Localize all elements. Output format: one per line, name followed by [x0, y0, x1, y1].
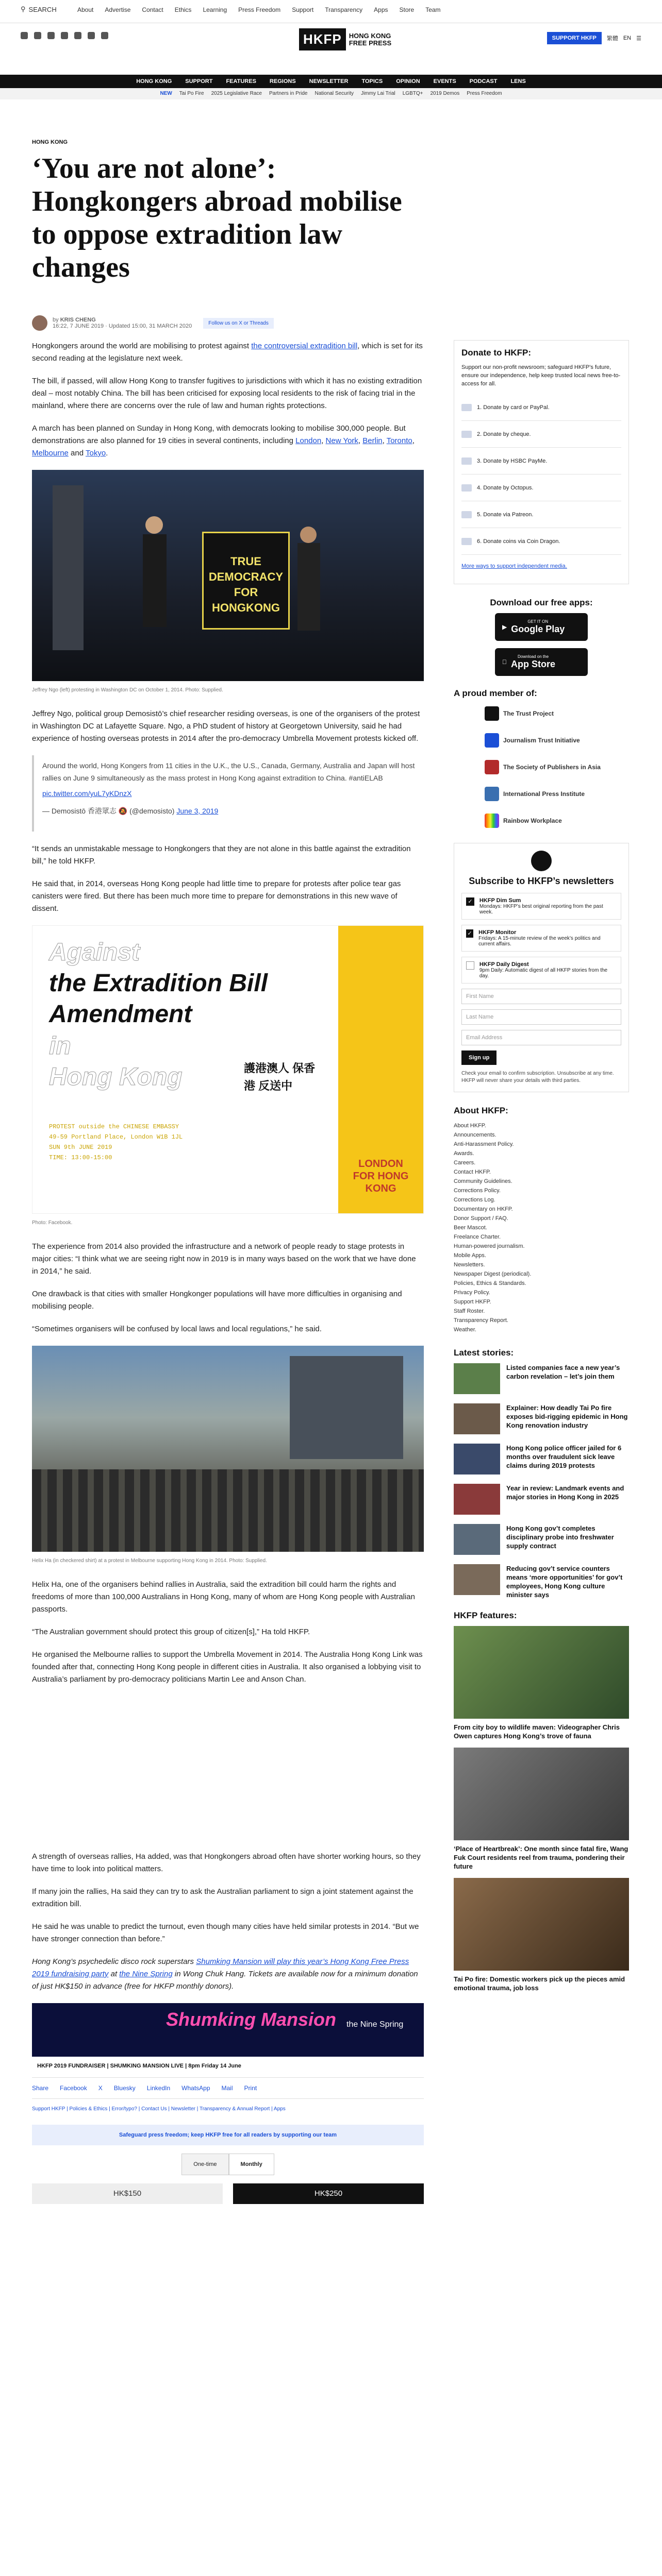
- about-link[interactable]: Newsletters.: [454, 1262, 485, 1268]
- members-title: A proud member of:: [454, 688, 537, 698]
- ipi-icon: [485, 787, 499, 801]
- nav-podcast[interactable]: PODCAST: [469, 78, 498, 84]
- embedded-tweet: [32, 755, 424, 832]
- util-link-learning[interactable]: Learning: [203, 6, 227, 13]
- features-title: HKFP features:: [454, 1611, 517, 1620]
- latest-story[interactable]: Explainer: How deadly Tai Po fire exposes bid-rigging epidemic in Hong Kong renovation industry: [454, 1403, 629, 1434]
- share-x[interactable]: X: [98, 2084, 103, 2092]
- donate-widget: [454, 340, 629, 584]
- venue-link[interactable]: the Nine Spring: [119, 1970, 173, 1978]
- support-hkfp-button[interactable]: SUPPORT HKFP: [547, 32, 602, 44]
- newsletter-option-monitor[interactable]: ✓ HKFP Monitor Fridays: A 15-minute review of the week’s politics and current affairs.: [461, 925, 621, 952]
- card-icon: [461, 404, 472, 411]
- threads-icon[interactable]: [61, 32, 68, 39]
- paragraph-10: Helix Ha, one of the organisers behind rallies in Australia, said the extradition bill could harm the rights and freedoms of more than 100,000 Australians in Hong Kong, many of whom are Hong Kong people with Australian passports.: [32, 1580, 415, 1614]
- protest-sign: TRUE DEMOCRACY FOR HONGKONG: [202, 532, 290, 630]
- instagram-icon[interactable]: [47, 32, 55, 39]
- paragraph-4: Jeffrey Ngo, political group Demosistō’s chief researcher residing overseas, is one of the organisers of the protest in Washington DC at Lafayette Square. Ngo, a PhD student of history at Georgetown University, said he had experience of hosting overseas protests in 2014 after the pro-democracy Umbrella Movement protests kicked off.: [32, 709, 420, 743]
- nav-lens[interactable]: LENS: [510, 78, 526, 84]
- feature-headline[interactable]: Tai Po fire: Domestic workers pick up the pieces amid emotional trauma, job loss: [454, 1975, 625, 1992]
- about-link[interactable]: Mobile Apps.: [454, 1252, 486, 1259]
- about-link[interactable]: Contact HKFP.: [454, 1169, 491, 1175]
- poster-line-2: the Extradition Bill: [49, 970, 268, 997]
- ad-spacer: [32, 1696, 424, 1851]
- poster-organiser: LONDON FOR HONG KONG: [353, 1158, 409, 1194]
- newsletter-option-daily-digest[interactable]: HKFP Daily Digest 9pm Daily: Automatic digest of all HKFP stories from the day.: [461, 957, 621, 984]
- bluesky-icon[interactable]: [101, 32, 108, 39]
- util-link-transparency[interactable]: Transparency: [325, 6, 363, 13]
- protest-photo-2: [32, 1346, 424, 1552]
- about-link[interactable]: Anti-Harassment Policy.: [454, 1141, 514, 1147]
- paragraph-14: If many join the rallies, Ha said they can try to ask the Australian parliament to sign a joint statement against the extradition bill.: [32, 1887, 413, 1908]
- amount-150-button[interactable]: HK$150: [32, 2183, 223, 2204]
- story-thumbnail: [454, 1363, 500, 1394]
- about-link[interactable]: Privacy Policy.: [454, 1290, 490, 1296]
- about-link[interactable]: Human-powered journalism.: [454, 1243, 525, 1249]
- about-link[interactable]: Announcements.: [454, 1132, 496, 1138]
- poster-line-4: in: [49, 1032, 71, 1060]
- nav-support[interactable]: SUPPORT: [185, 78, 213, 84]
- tweet-date-link[interactable]: June 3, 2019: [176, 807, 219, 815]
- city-link-new-york[interactable]: New York: [325, 436, 358, 445]
- about-title: About HKFP:: [454, 1106, 508, 1115]
- story-thumbnail: [454, 1564, 500, 1595]
- share-facebook[interactable]: Facebook: [60, 2084, 87, 2092]
- monthly-tab[interactable]: Monthly: [229, 2154, 274, 2175]
- trend-tai-po-fire[interactable]: Tai Po Fire: [179, 91, 204, 96]
- city-link-berlin[interactable]: Berlin: [362, 436, 383, 445]
- signup-button[interactable]: Sign up: [461, 1050, 496, 1065]
- header-actions: [547, 32, 641, 44]
- paragraph-5: “It sends an unmistakable message to Hongkongers that they are not alone in this battle against the extradition bill,” he told HKFP.: [32, 844, 411, 866]
- jti-icon: [485, 733, 499, 748]
- article-body: [32, 340, 424, 2204]
- about-link[interactable]: Awards.: [454, 1150, 474, 1157]
- fundraiser-link[interactable]: Shumking Mansion will play this year’s Hong Kong Free Press 2019 fundraising party: [32, 1957, 409, 1978]
- trend-partners-in-pride[interactable]: Partners in Pride: [269, 91, 308, 96]
- fundraiser-promo: Hong Kong’s psychedelic disco rock superstars Shumking Mansion will play this year’s Hong Kong Free Press 2019 fundraising party at the Nine Spring in Wong Chuk Hang. Tickets are available now for a minimum donation of just HK$150 in advance (free for HKFP monthly donors).: [32, 1957, 418, 1991]
- city-link-melbourne[interactable]: Melbourne: [32, 449, 69, 457]
- language-chinese-link[interactable]: 繁體: [606, 36, 618, 42]
- app-store-button[interactable]: Download on the App Store: [495, 648, 588, 676]
- donate-option-patreon[interactable]: 5. Donate via Patreon.: [461, 501, 621, 528]
- about-link[interactable]: Transparency Report.: [454, 1317, 508, 1324]
- coin-icon: [461, 538, 472, 545]
- donate-title: Donate to HKFP:: [461, 348, 532, 358]
- latest-story[interactable]: Hong Kong gov’t completes disciplinary probe into freshwater supply contract: [454, 1524, 629, 1555]
- util-link-ethics[interactable]: Ethics: [174, 6, 192, 13]
- util-link-support[interactable]: Support: [292, 6, 314, 13]
- support-banner[interactable]: Safeguard press freedom; keep HKFP free for all readers by supporting our team: [32, 2125, 424, 2145]
- protester-body: [143, 534, 167, 627]
- feature-image[interactable]: [454, 1748, 629, 1840]
- donation-amounts: [32, 2183, 424, 2204]
- donate-option-octopus[interactable]: 4. Donate by Octopus.: [461, 474, 621, 501]
- share-whatsapp[interactable]: WhatsApp: [181, 2084, 210, 2092]
- checkbox-checked-icon[interactable]: ✓: [466, 897, 474, 906]
- x-icon[interactable]: [34, 32, 41, 39]
- paragraph-11: “The Australian government should protect this group of citizen[s],” Ha told HKFP.: [32, 1628, 310, 1636]
- trust-project-icon: [485, 706, 499, 721]
- paragraph-2: The bill, if passed, will allow Hong Kong to transfer fugitives to jurisdictions with which it has no existing extradition deal – most notably China. The bill has been criticised for exposing local residents to the risk of facing trial in the mainland, where there are concerns over the rule of law and human rights protections.: [32, 377, 422, 410]
- trust-project-logo[interactable]: The Trust Project: [485, 704, 629, 723]
- feature-image[interactable]: [454, 1626, 629, 1719]
- payme-icon: [461, 457, 472, 465]
- latest-story[interactable]: Reducing gov’t service counters means ‘more opportunities’ for gov’t employees, Hong Kong culture minister says: [454, 1564, 629, 1599]
- util-link-contact[interactable]: Contact: [142, 6, 163, 13]
- newsletter-title: Subscribe to HKFP’s newsletters: [469, 876, 614, 886]
- banner-strip: HKFP 2019 FUNDRAISER | SHUMKING MANSION LIVE | 8pm Friday 14 June: [32, 2057, 424, 2070]
- new-badge: NEW: [160, 91, 172, 96]
- about-link[interactable]: Donor Support / FAQ.: [454, 1215, 508, 1222]
- paragraph-7: The experience from 2014 also provided the infrastructure and a network of people ready to stage protests in major cities: “I think what we are seeing right now in 2019 is in many ways based on the work that we have done in 2014,” he said.: [32, 1242, 416, 1276]
- latest-story[interactable]: Hong Kong police officer jailed for 6 months over fraudulent sick leave claims during 2019 protests: [454, 1444, 629, 1475]
- byline: [32, 315, 274, 331]
- share-mail[interactable]: Mail: [221, 2084, 233, 2092]
- photo-1-caption: Jeffrey Ngo (left) protesting in Washington DC on October 1, 2014. Photo: Supplied.: [32, 687, 223, 693]
- ipi-logo[interactable]: International Press Institute: [485, 784, 629, 804]
- paragraph-1: Hongkongers around the world are mobilising to protest against the controversial extradition bill, which is set for its second reading at the legislature next week.: [32, 342, 423, 363]
- donate-text: Support our non-profit newsroom; safeguard HKFP's future, ensure our independence, help keep trusted local news free-to-access for all.: [461, 364, 621, 387]
- sidebar: [454, 340, 629, 1999]
- newsletter-widget: [454, 843, 629, 1092]
- about-link[interactable]: Support HKFP.: [454, 1299, 491, 1305]
- byline-text: [53, 317, 192, 329]
- util-link-team[interactable]: Team: [425, 6, 441, 13]
- about-link[interactable]: About HKFP.: [454, 1123, 486, 1129]
- article-footer-links[interactable]: Support HKFP | Policies & Ethics | Error/typo? | Contact Us | Newsletter | Transparency & Annual Report | Apps: [32, 2106, 286, 2112]
- trend-legislative-race[interactable]: 2025 Legislative Race: [211, 91, 262, 96]
- newsletter-option-dim-sum[interactable]: ✓ HKFP Dim Sum Mondays: HKFP’s best original reporting from the past week.: [461, 893, 621, 920]
- nav-opinion[interactable]: OPINION: [396, 78, 420, 84]
- nav-events[interactable]: EVENTS: [433, 78, 456, 84]
- author-prefix: by: [53, 317, 59, 323]
- extradition-bill-link[interactable]: the controversial extradition bill: [251, 342, 358, 350]
- about-link[interactable]: Policies, Ethics & Standards.: [454, 1280, 526, 1286]
- paragraph-9: “Sometimes organisers will be confused by local laws and local regulations,” he said.: [32, 1325, 322, 1333]
- trend-jimmy-lai-trial[interactable]: Jimmy Lai Trial: [361, 91, 395, 96]
- about-link[interactable]: Newspaper Digest (periodical).: [454, 1271, 532, 1277]
- youtube-icon[interactable]: [74, 32, 81, 39]
- search-button[interactable]: [21, 5, 57, 13]
- trend-national-security[interactable]: National Security: [315, 91, 354, 96]
- donate-option-cheque[interactable]: 2. Donate by cheque.: [461, 421, 621, 448]
- sopa-icon: [485, 760, 499, 774]
- paragraph-15: He said he was unable to predict the turnout, even though many cities have held similar protests in 2014. “But we have stronger connection than before.”: [32, 1922, 419, 1943]
- hkfp-badge-icon: [531, 851, 552, 871]
- poster-yellow-panel: [338, 926, 423, 1214]
- logo-text: [349, 32, 391, 47]
- paragraph-8: One drawback is that cities with smaller Hongkonger populations will have more difficulties in organising and mobilising people.: [32, 1290, 402, 1311]
- follow-button[interactable]: Follow us on X or Threads: [203, 318, 274, 329]
- linkedin-icon[interactable]: [88, 32, 95, 39]
- latest-title: Latest stories:: [454, 1348, 514, 1358]
- donate-option-payme[interactable]: 3. Donate by HSBC PayMe.: [461, 448, 621, 474]
- tweet-text: Around the world, Hong Kongers from 11 cities in the U.K., the U.S., Canada, Germany, Australia and Japan will host rallies on June 9 simultaneously as the mass protest in Hong Kong against extradition to China. #antiELAB: [42, 761, 415, 782]
- one-time-tab[interactable]: One-time: [181, 2154, 228, 2175]
- menu-icon[interactable]: ☰: [636, 35, 641, 42]
- main-nav: [0, 75, 662, 88]
- feature-headline[interactable]: From city boy to wildlife maven: Videographer Chris Owen captures Hong Kong’s trove of fauna: [454, 1723, 620, 1740]
- category-kicker[interactable]: HONG KONG: [32, 139, 68, 145]
- utility-nav: [77, 6, 441, 13]
- nav-regions[interactable]: REGIONS: [269, 78, 296, 84]
- story-thumbnail: [454, 1444, 500, 1475]
- patreon-icon: [461, 511, 472, 518]
- nav-features[interactable]: FEATURES: [226, 78, 256, 84]
- cheque-icon: [461, 431, 472, 438]
- paragraph-12: He organised the Melbourne rallies to support the Umbrella Movement in 2014. The Australia Hong Kong Link was founded after that, connecting Hong Kong people in different cities in Australia. It also organised a lobbying visit to Australia’s parliament by pro-democracy politicians Martin Lee and Anson Chan.: [32, 1650, 423, 1684]
- trending-nav: [0, 88, 662, 99]
- search-icon: ⚲: [21, 5, 26, 13]
- trend-press-freedom[interactable]: Press Freedom: [467, 91, 502, 96]
- email-input[interactable]: Email Address: [461, 1030, 621, 1045]
- protester-head: [145, 516, 163, 534]
- language-english-link[interactable]: EN: [623, 35, 632, 41]
- city-link-tokyo[interactable]: Tokyo: [85, 449, 106, 457]
- checkbox-unchecked-icon[interactable]: [466, 961, 474, 970]
- tweet-pic-link[interactable]: pic.twitter.com/yuL7yKDnzX: [42, 789, 132, 798]
- newsletter-note: Check your email to confirm subscription. Unsubscribe at any time. HKFP will never share your details with third parties.: [461, 1071, 614, 1083]
- paragraph-13: A strength of overseas rallies, Ha added, was that Hongkongers abroad often have shorter working hours, so they have time to look into political matters.: [32, 1852, 421, 1873]
- share-print[interactable]: Print: [244, 2084, 257, 2092]
- share-bar: [32, 2077, 424, 2099]
- city-link-toronto[interactable]: Toronto: [386, 436, 412, 445]
- apple-icon: [502, 658, 507, 666]
- google-play-icon: ▶: [502, 623, 507, 631]
- checkbox-checked-icon[interactable]: ✓: [466, 929, 473, 938]
- about-link[interactable]: Corrections Log.: [454, 1197, 495, 1203]
- trend-2019-demos[interactable]: 2019 Demos: [430, 91, 460, 96]
- util-link-apps[interactable]: Apps: [374, 6, 388, 13]
- fundraiser-banner[interactable]: [32, 2003, 424, 2070]
- protest-photo-1: [32, 470, 424, 681]
- about-link[interactable]: Community Guidelines.: [454, 1178, 512, 1184]
- story-thumbnail: [454, 1403, 500, 1434]
- city-link-london[interactable]: London: [295, 436, 322, 445]
- about-link[interactable]: Weather.: [454, 1327, 476, 1333]
- tweet-signature: — Demosistō 香港眾志 🔕 (@demosisto): [42, 807, 177, 815]
- story-thumbnail: [454, 1484, 500, 1515]
- about-links: [454, 1121, 629, 1334]
- protest-poster: [32, 925, 424, 1214]
- about-link[interactable]: Documentary on HKFP.: [454, 1206, 513, 1212]
- rainbow-workplace-logo[interactable]: Rainbow Workplace: [485, 811, 629, 831]
- city-building: [290, 1356, 403, 1459]
- last-name-input[interactable]: Last Name: [461, 1009, 621, 1025]
- search-label: SEARCH: [28, 5, 57, 13]
- poster-chinese-slogan: 護港澳人 保香港 反送中: [244, 1062, 316, 1092]
- about-link[interactable]: Staff Roster.: [454, 1308, 485, 1314]
- logo-line-2: FREE PRESS: [349, 39, 392, 47]
- donate-option-coins[interactable]: 6. Donate coins via Coin Dragon.: [461, 528, 621, 555]
- donation-frequency-toggle: [32, 2154, 424, 2175]
- author-name[interactable]: KRIS CHENG: [60, 317, 96, 323]
- first-name-input[interactable]: First Name: [461, 989, 621, 1004]
- octopus-icon: [461, 484, 472, 492]
- social-icons: [21, 32, 108, 39]
- logo-mark: HKFP: [299, 28, 346, 50]
- about-link[interactable]: Freelance Charter.: [454, 1234, 501, 1240]
- poster-line-5: Hong Kong: [49, 1063, 183, 1091]
- jti-logo[interactable]: Journalism Trust Initiative: [485, 731, 629, 750]
- protest-crowd: [32, 1469, 424, 1552]
- poster-caption: Photo: Facebook.: [32, 1220, 73, 1226]
- protester-2-head: [300, 527, 317, 543]
- site-logo[interactable]: [299, 28, 391, 50]
- facebook-icon[interactable]: [21, 32, 28, 39]
- donate-option-card[interactable]: 1. Donate by card or PayPal.: [461, 394, 621, 421]
- article-dateline: 16:22, 7 JUNE 2019 · Updated 15:00, 31 MARCH 2020: [53, 323, 192, 329]
- paragraph-6: He said that, in 2014, overseas Hong Kong people had little time to prepare for protests after police tear gas canisters were fired. But there has been much more time to prepare for demonstrations in this new wave of dissent.: [32, 879, 401, 913]
- photo-2-caption: Helix Ha (in checkered shirt) at a protest in Melbourne supporting Hong Kong in 2014. Photo: Supplied.: [32, 1558, 267, 1564]
- banner-venue: the Nine Spring: [346, 2020, 404, 2029]
- util-link-press-freedom[interactable]: Press Freedom: [238, 6, 281, 13]
- poster-line-1: Against: [49, 939, 140, 966]
- top-bar: [0, 0, 662, 23]
- about-link[interactable]: Careers.: [454, 1160, 476, 1166]
- apps-title: Download our free apps:: [490, 598, 593, 607]
- nav-hong-kong[interactable]: HONG KONG: [136, 78, 172, 84]
- amount-250-button[interactable]: HK$250: [233, 2183, 424, 2204]
- nav-newsletter[interactable]: NEWSLETTER: [309, 78, 349, 84]
- about-link[interactable]: Corrections Policy.: [454, 1188, 501, 1194]
- util-link-advertise[interactable]: Advertise: [105, 6, 131, 13]
- feature-headline[interactable]: ‘Place of Heartbreak’: One month since fatal fire, Wang Fuk Court residents reel from trauma, pondering their future: [454, 1845, 628, 1870]
- poster-details: PROTEST outside the CHINESE EMBASSY 49-59 Portland Place, London W1B 1JL SUN 9th JUNE 2019 TIME: 13:00-15:00: [49, 1123, 183, 1161]
- building-pillar: [53, 485, 84, 650]
- google-play-button[interactable]: ▶ GET IT ON Google Play: [495, 613, 588, 641]
- more-ways-link[interactable]: More ways to support independent media.: [461, 563, 567, 569]
- protester-2-body: [297, 543, 320, 631]
- share-bluesky[interactable]: Bluesky: [113, 2084, 136, 2092]
- util-link-store[interactable]: Store: [399, 6, 415, 13]
- banner-band-name: Shumking Mansion: [166, 2009, 337, 2030]
- paragraph-3: A march has been planned on Sunday in Hong Kong, with democrats looking to mobilise 300,000 people. But demonstrations are also planned for 19 cities in several continents, including London, New York, Berlin, Toronto, Melbourne and Tokyo.: [32, 424, 415, 457]
- story-thumbnail: [454, 1524, 500, 1555]
- nav-topics[interactable]: TOPICS: [361, 78, 383, 84]
- sopa-logo[interactable]: The Society of Publishers in Asia: [485, 757, 629, 777]
- rainbow-icon: [485, 814, 499, 828]
- article-headline: ‘You are not alone’: Hongkongers abroad mobilise to oppose extradition law changes: [32, 152, 402, 283]
- about-link[interactable]: Beer Mascot.: [454, 1225, 487, 1231]
- feature-image[interactable]: [454, 1878, 629, 1971]
- share-linkedin[interactable]: LinkedIn: [146, 2084, 171, 2092]
- trend-lgbtq[interactable]: LGBTQ+: [402, 91, 423, 96]
- latest-story[interactable]: Year in review: Landmark events and major stories in Hong Kong in 2025: [454, 1484, 629, 1515]
- latest-story[interactable]: Listed companies face a new year’s carbon revelation – let’s join them: [454, 1363, 629, 1394]
- author-avatar: [32, 315, 47, 331]
- poster-line-3: Amendment: [49, 1001, 192, 1028]
- logo-line-1: HONG KONG: [349, 31, 391, 40]
- util-link-about[interactable]: About: [77, 6, 94, 13]
- share-label: Share: [32, 2084, 49, 2092]
